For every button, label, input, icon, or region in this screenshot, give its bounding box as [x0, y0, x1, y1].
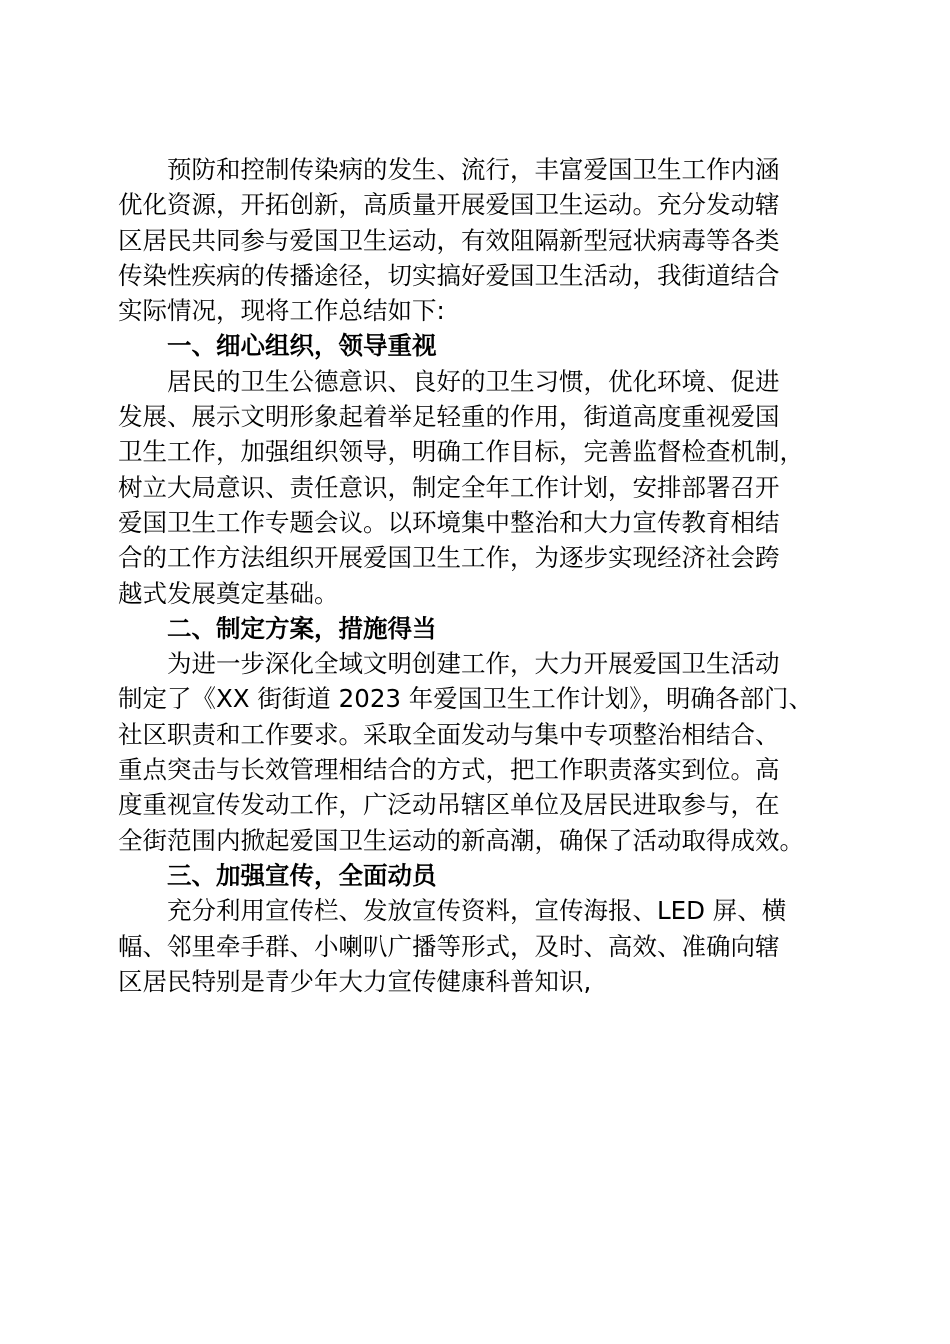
paragraph-line — [118, 929, 838, 964]
paragraph-line — [118, 717, 838, 752]
line-text: 越式发展奠定基础。 — [118, 578, 339, 608]
line-text: 三、加强宣传，全面动员 — [167, 860, 437, 890]
line-text: 重点突击与长效管理相结合的方式，把工作职责落实到位。高 — [118, 755, 780, 785]
line-text: 社区职责和工作要求。采取全面发动与集中专项整治相结合、 — [118, 719, 780, 749]
line-text: 一、细心组织，领导重视 — [167, 331, 437, 361]
paragraph-line — [118, 399, 838, 434]
line-text: 传染性疾病的传播途径，切实搞好爱国卫生活动，我街道结合 — [118, 260, 780, 290]
paragraph-line — [118, 364, 838, 399]
line-text: 全街范围内掀起爱国卫生运动的新高潮，确保了活动取得成效。 — [118, 825, 804, 855]
section-heading-3 — [118, 858, 838, 893]
line-text: 制定了《XX 街街道 2023 年爱国卫生工作计划》，明确各部门、 — [118, 684, 814, 714]
line-text: 度重视宣传发动工作，广泛动吊辖区单位及居民进取参与，在 — [118, 790, 780, 820]
line-text: 卫生工作，加强组织领导，明确工作目标，完善监督检查机制， — [118, 437, 804, 467]
paragraph-line — [118, 540, 838, 575]
line-text: 预防和控制传染病的发生、流行，丰富爱国卫生工作内涵 — [167, 155, 780, 184]
paragraph-line — [118, 293, 838, 328]
line-text: 区居民共同参与爱国卫生运动，有效阻隔新型冠状病毒等各类 — [118, 225, 780, 255]
paragraph-line — [118, 787, 838, 822]
paragraph-line — [118, 187, 838, 222]
paragraph-line — [118, 505, 838, 540]
paragraph-line — [118, 752, 838, 787]
paragraph-line — [118, 258, 838, 293]
document-body — [118, 152, 838, 999]
line-text: 树立大局意识、责任意识，制定全年工作计划，安排部署召开 — [118, 472, 780, 502]
paragraph-line — [118, 646, 838, 681]
line-text: 二、制定方案，措施得当 — [167, 613, 437, 643]
line-text: 发展、展示文明形象起着举足轻重的作用，街道高度重视爱国 — [118, 402, 780, 432]
line-text: 为进一步深化全域文明创建工作，大力开展爱国卫生活动 — [167, 649, 780, 679]
paragraph-line — [118, 964, 838, 999]
paragraph-line — [118, 576, 838, 611]
paragraph-line — [118, 470, 838, 505]
paragraph-line — [118, 823, 838, 858]
paragraph-line — [118, 893, 838, 928]
line-text: 实际情况，现将工作总结如下: — [118, 296, 445, 326]
section-heading-1 — [118, 328, 838, 363]
line-text: 优化资源，开拓创新，高质量开展爱国卫生运动。充分发动辖 — [118, 190, 780, 220]
line-text: 区居民特别是青少年大力宣传健康科普知识, — [118, 966, 592, 996]
line-text: 居民的卫生公德意识、良好的卫生习惯，优化环境、促进 — [167, 366, 780, 396]
line-text: 合的工作方法组织开展爱国卫生工作，为逐步实现经济社会跨 — [118, 543, 780, 573]
line-text: 充分利用宣传栏、发放宣传资料，宣传海报、LED 屏、横 — [167, 896, 787, 926]
line-text: 幅、邻里牵手群、小喇叭广播等形式，及时、高效、准确向辖 — [118, 931, 780, 961]
section-heading-2 — [118, 611, 838, 646]
paragraph-line — [118, 681, 838, 716]
paragraph-line — [118, 223, 838, 258]
paragraph-line — [118, 434, 838, 469]
line-text: 爱国卫生工作专题会议。以环境集中整治和大力宣传教育相结 — [118, 507, 780, 537]
paragraph-line — [118, 152, 838, 187]
